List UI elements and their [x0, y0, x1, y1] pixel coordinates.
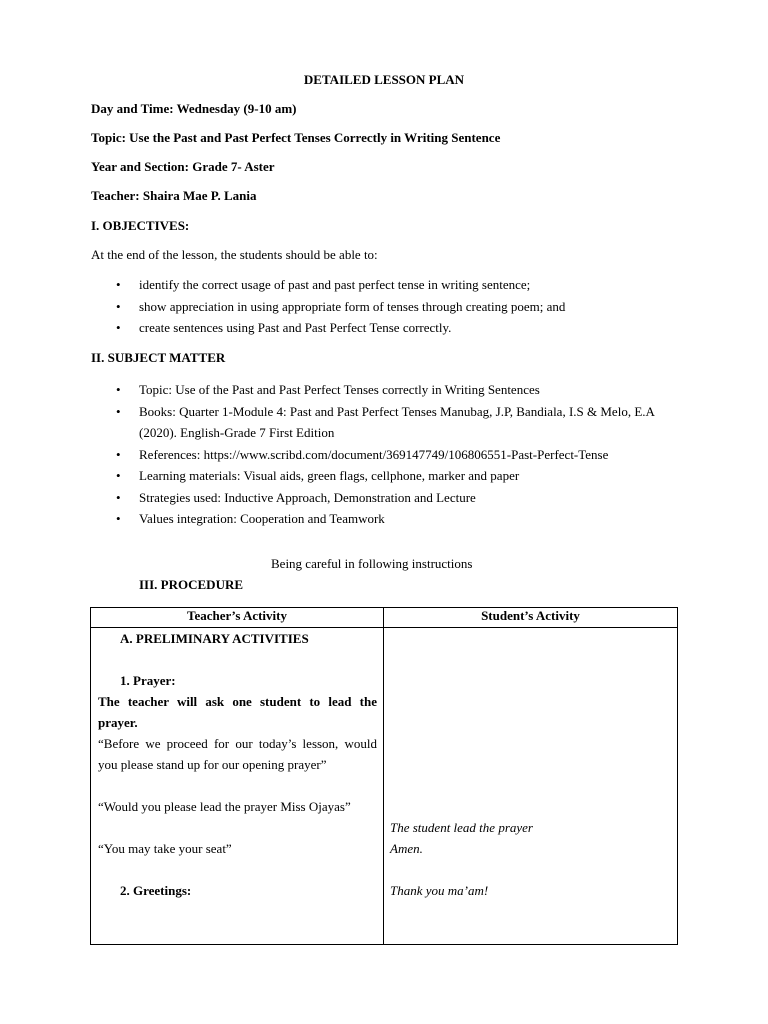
objective-item: • identify the correct usage of past and past perfect tense in writing sentence;	[91, 274, 691, 296]
prayer-quote-3: “You may take your seat”	[98, 841, 232, 856]
teacher-activity-cell	[91, 628, 384, 945]
greetings-heading: 2. Greetings:	[120, 883, 192, 898]
subject-item: • Books: Quarter 1-Module 4: Past and Past Perfect Tenses Manubag, J.P, Bandiala, I.S & Melo, E.A (2020). English-Grade 7 First Edition	[91, 401, 681, 444]
procedure-table	[90, 607, 678, 945]
subject-item: • Topic: Use of the Past and Past Perfect Tenses correctly in Writing Sentences	[91, 379, 681, 401]
student-response-1: The student lead the prayer	[390, 820, 533, 835]
objective-item: • show appreciation in using appropriate form of tenses through creating poem; and	[91, 296, 691, 318]
teacher-activity-header: Teacher’s Activity	[91, 608, 384, 628]
student-response-3: Thank you ma’am!	[390, 883, 489, 898]
student-activity-cell	[384, 628, 678, 945]
student-response-2: Amen.	[390, 841, 423, 856]
objectives-list	[91, 274, 691, 339]
procedure-heading: III. PROCEDURE	[139, 577, 244, 592]
prayer-heading: 1. Prayer:	[120, 673, 176, 688]
subject-item: • Learning materials: Visual aids, green flags, cellphone, marker and paper	[91, 465, 681, 487]
section-a-heading: A. PRELIMINARY ACTIVITIES	[120, 631, 309, 646]
objectives-heading: I. OBJECTIVES:	[91, 218, 190, 233]
subject-matter-list	[91, 379, 681, 530]
subject-matter-heading: II. SUBJECT MATTER	[91, 350, 226, 365]
subject-item: • Strategies used: Inductive Approach, Demonstration and Lecture	[91, 487, 681, 509]
prayer-quote-1: “Before we proceed for our today’s lesson, would you please stand up for our opening prayer”	[98, 736, 377, 772]
prayer-instruction: The teacher will ask one student to lead the prayer.	[98, 694, 377, 730]
topic: Topic: Use the Past and Past Perfect Tenses Correctly in Writing Sentence	[91, 130, 501, 145]
table-row	[91, 628, 678, 945]
prayer-quote-2: “Would you please lead the prayer Miss Ojayas”	[98, 799, 351, 814]
table-header-row	[91, 608, 678, 628]
year-section: Year and Section: Grade 7- Aster	[91, 159, 275, 174]
document-title: DETAILED LESSON PLAN	[303, 72, 465, 87]
objective-item: • create sentences using Past and Past Perfect Tense correctly.	[91, 317, 691, 339]
subject-item: • Values integration: Cooperation and Teamwork	[91, 508, 681, 530]
values-continuation: Being careful in following instructions	[271, 556, 473, 571]
day-time: Day and Time: Wednesday (9-10 am)	[91, 101, 297, 116]
subject-item: • References: https://www.scribd.com/document/369147749/106806551-Past-Perfect-Tense	[91, 444, 681, 466]
teacher: Teacher: Shaira Mae P. Lania	[91, 188, 257, 203]
objectives-intro: At the end of the lesson, the students should be able to:	[91, 247, 378, 262]
student-activity-header: Student’s Activity	[384, 608, 678, 628]
